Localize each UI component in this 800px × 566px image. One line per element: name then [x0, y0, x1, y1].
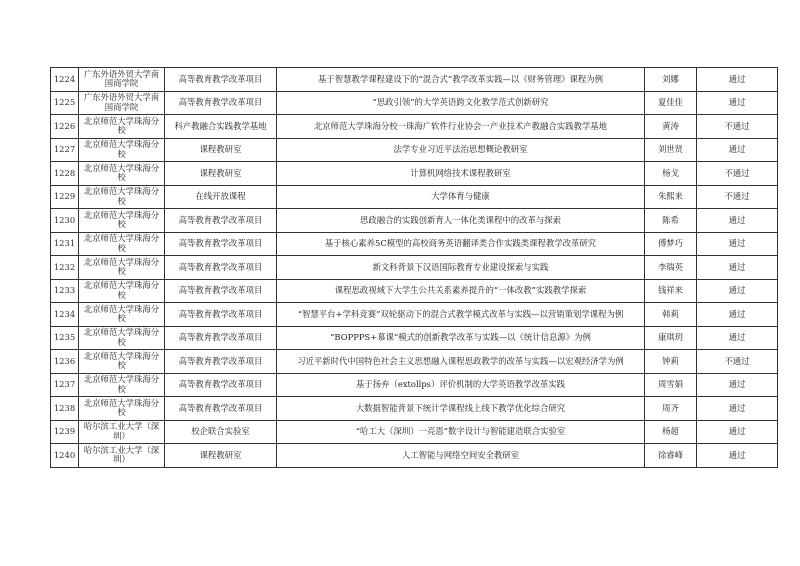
project-category: 课程教研室 — [165, 444, 277, 468]
row-number: 1229 — [51, 185, 79, 209]
review-result: 通过 — [697, 373, 778, 397]
institution-name: 北京师范大学珠海分校 — [79, 209, 165, 233]
table-row — [51, 138, 778, 162]
project-leader: 朱熙来 — [645, 185, 697, 209]
review-result: 通过 — [697, 279, 778, 303]
project-leader: 周雪娟 — [645, 373, 697, 397]
table-row — [51, 232, 778, 256]
project-name: 基于智慧教学课程建设下的“混合式”教学改革实践—以《财务管理》课程为例 — [277, 68, 645, 92]
institution-name: 北京师范大学珠海分校 — [79, 232, 165, 256]
review-result: 通过 — [697, 420, 778, 444]
project-leader: 刘世贤 — [645, 138, 697, 162]
table-row — [51, 185, 778, 209]
project-name: 人工智能与网络空间安全教研室 — [277, 444, 645, 468]
review-result: 通过 — [697, 232, 778, 256]
table-row — [51, 68, 778, 92]
project-leader: 陈希 — [645, 209, 697, 233]
row-number: 1240 — [51, 444, 79, 468]
row-number: 1236 — [51, 350, 79, 374]
institution-name: 北京师范大学珠海分校 — [79, 256, 165, 280]
project-name: 课程思政视域下大学生公共关系素养提升的“一体改教”实践教学探索 — [277, 279, 645, 303]
table-row — [51, 115, 778, 139]
review-result: 通过 — [697, 326, 778, 350]
project-name: 计算机网络技术课程教研室 — [277, 162, 645, 186]
institution-name: 北京师范大学珠海分校 — [79, 115, 165, 139]
row-number: 1227 — [51, 138, 79, 162]
project-category: 高等教育教学改革项目 — [165, 397, 277, 421]
review-result: 不通过 — [697, 185, 778, 209]
institution-name: 北京师范大学珠海分校 — [79, 279, 165, 303]
row-number: 1225 — [51, 91, 79, 115]
table-row — [51, 420, 778, 444]
project-category: 高等教育教学改革项目 — [165, 350, 277, 374]
project-name: 习近平新时代中国特色社会主义思想融入课程思政教学的改革与实践—以宏观经济学为例 — [277, 350, 645, 374]
review-result: 通过 — [697, 91, 778, 115]
project-category: 高等教育教学改革项目 — [165, 68, 277, 92]
project-name: 北京师范大学珠海分校一珠海广软件行业协会一产业技术产教融合实践教学基地 — [277, 115, 645, 139]
review-result: 通过 — [697, 397, 778, 421]
institution-name: 北京师范大学珠海分校 — [79, 397, 165, 421]
table-row — [51, 444, 778, 468]
review-result: 通过 — [697, 444, 778, 468]
project-category: 校企联合实验室 — [165, 420, 277, 444]
project-leader: 黄涛 — [645, 115, 697, 139]
project-name: 大学体育与健康 — [277, 185, 645, 209]
institution-name: 北京师范大学珠海分校 — [79, 326, 165, 350]
row-number: 1234 — [51, 303, 79, 327]
institution-name: 北京师范大学珠海分校 — [79, 350, 165, 374]
table-row — [51, 350, 778, 374]
review-result: 不通过 — [697, 115, 778, 139]
project-name: 基于核心素养5C模型的高校商务英语翻译类合作实践类课程教学改革研究 — [277, 232, 645, 256]
table-row — [51, 91, 778, 115]
project-leader: 韩莉 — [645, 303, 697, 327]
row-number: 1239 — [51, 420, 79, 444]
project-category: 高等教育教学改革项目 — [165, 326, 277, 350]
table-row — [51, 279, 778, 303]
table-row — [51, 303, 778, 327]
row-number: 1230 — [51, 209, 79, 233]
review-result: 不通过 — [697, 162, 778, 186]
row-number: 1226 — [51, 115, 79, 139]
project-category: 科产教融合实践教学基地 — [165, 115, 277, 139]
project-leader: 徐睿峰 — [645, 444, 697, 468]
table-row — [51, 373, 778, 397]
row-number: 1238 — [51, 397, 79, 421]
project-name: “BOPPPS+慕课”模式的创新教学改革与实践—以《统计信息源》为例 — [277, 326, 645, 350]
table-row — [51, 397, 778, 421]
project-category: 高等教育教学改革项目 — [165, 279, 277, 303]
row-number: 1228 — [51, 162, 79, 186]
results-table-body — [51, 68, 778, 468]
project-leader: 傅梦巧 — [645, 232, 697, 256]
project-name: 基于扬弃（extollps）评价机制的大学英语教学改革实践 — [277, 373, 645, 397]
project-category: 高等教育教学改革项目 — [165, 373, 277, 397]
institution-name: 哈尔滨工业大学（深圳） — [79, 444, 165, 468]
institution-name: 北京师范大学珠海分校 — [79, 373, 165, 397]
project-leader: 钟莉 — [645, 350, 697, 374]
review-result: 通过 — [697, 209, 778, 233]
project-leader: 钱祥来 — [645, 279, 697, 303]
row-number: 1232 — [51, 256, 79, 280]
institution-name: 哈尔滨工业大学（深圳） — [79, 420, 165, 444]
project-category: 高等教育教学改革项目 — [165, 232, 277, 256]
review-result: 通过 — [697, 138, 778, 162]
project-leader: 杨超 — [645, 420, 697, 444]
review-result: 通过 — [697, 68, 778, 92]
row-number: 1233 — [51, 279, 79, 303]
project-category: 课程教研室 — [165, 138, 277, 162]
project-leader: 杨戈 — [645, 162, 697, 186]
row-number: 1224 — [51, 68, 79, 92]
project-leader: 周齐 — [645, 397, 697, 421]
project-name: “哈工大（深圳）一亮恩”数字设计与智能建造联合实验室 — [277, 420, 645, 444]
project-name: 新文科背景下汉语国际教育专业建设探索与实践 — [277, 256, 645, 280]
project-category: 高等教育教学改革项目 — [165, 303, 277, 327]
project-category: 高等教育教学改革项目 — [165, 209, 277, 233]
institution-name: 北京师范大学珠海分校 — [79, 162, 165, 186]
table-row — [51, 209, 778, 233]
project-leader: 康琪玥 — [645, 326, 697, 350]
row-number: 1231 — [51, 232, 79, 256]
review-result: 通过 — [697, 256, 778, 280]
institution-name: 北京师范大学珠海分校 — [79, 185, 165, 209]
institution-name: 广东外语外贸大学南国商学院 — [79, 68, 165, 92]
project-category: 高等教育教学改革项目 — [165, 91, 277, 115]
row-number: 1235 — [51, 326, 79, 350]
review-result: 不通过 — [697, 350, 778, 374]
institution-name: 北京师范大学珠海分校 — [79, 303, 165, 327]
project-name: 法学专业习近平法治思想概论教研室 — [277, 138, 645, 162]
project-category: 高等教育教学改革项目 — [165, 256, 277, 280]
table-row — [51, 256, 778, 280]
project-category: 课程教研室 — [165, 162, 277, 186]
table-row — [51, 162, 778, 186]
project-leader: 刘娜 — [645, 68, 697, 92]
project-name: 思政融合的实践创新育人一体化类课程中的改革与探索 — [277, 209, 645, 233]
project-name: “智慧平台+学科竞赛”双轮驱动下的混合式教学模式改革与实践—以营销策划学课程为例 — [277, 303, 645, 327]
project-category: 在线开放课程 — [165, 185, 277, 209]
table-row — [51, 326, 778, 350]
project-leader: 李瑞英 — [645, 256, 697, 280]
row-number: 1237 — [51, 373, 79, 397]
project-name: “思政引领”的大学英语跨文化教学范式创新研究 — [277, 91, 645, 115]
results-table — [50, 67, 778, 468]
institution-name: 北京师范大学珠海分校 — [79, 138, 165, 162]
project-name: 大数据智能背景下统计学课程线上线下教学优化综合研究 — [277, 397, 645, 421]
institution-name: 广东外语外贸大学南国商学院 — [79, 91, 165, 115]
review-result: 通过 — [697, 303, 778, 327]
project-leader: 夏佳佳 — [645, 91, 697, 115]
